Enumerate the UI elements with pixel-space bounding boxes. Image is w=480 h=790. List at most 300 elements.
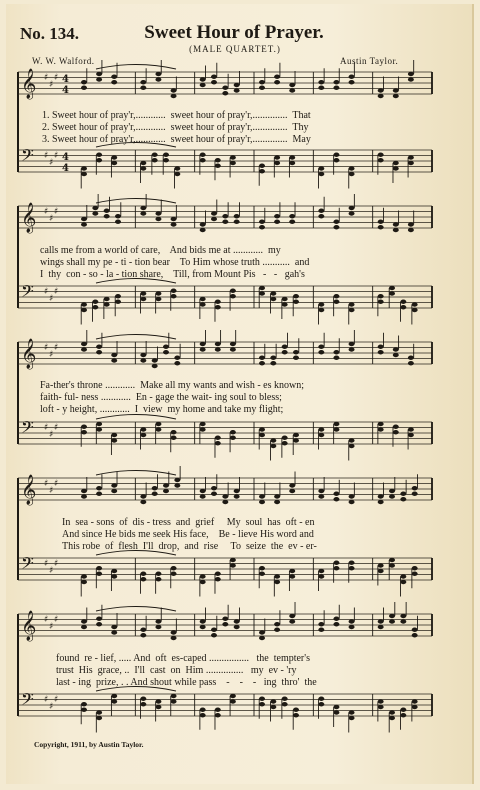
note-head [96, 710, 102, 714]
note-head [259, 220, 265, 224]
note-head [140, 697, 146, 701]
note-head [282, 302, 288, 306]
lyric-line: And since He bids me seek His face, Be - lieve His word and [62, 529, 314, 540]
note-head [115, 300, 121, 304]
note-head [270, 291, 276, 295]
note-head [171, 572, 177, 576]
sharp-sign: ♯ [44, 695, 49, 705]
note-head [400, 619, 406, 623]
note-head [378, 494, 384, 498]
sharp-sign: ♯ [44, 287, 49, 297]
sharp-sign: ♯ [54, 73, 59, 83]
note-head [333, 153, 339, 157]
note-head [140, 702, 146, 706]
note-head [215, 342, 221, 346]
note-head [92, 300, 98, 304]
sharp-sign: ♯ [44, 151, 49, 161]
note-head [211, 75, 217, 79]
note-head [274, 155, 280, 159]
note-head [259, 225, 265, 229]
lyric-line: I thy con - so - la - tion share, Till, from Mount Pis - - gah's [40, 269, 305, 280]
note-head [318, 214, 324, 218]
sharp-sign: ♯ [49, 294, 54, 304]
note-head [270, 705, 276, 709]
note-head [200, 427, 206, 431]
note-head [400, 305, 406, 309]
note-head [333, 566, 339, 570]
lyric-line: This robe of flesh I'll drop, and rise To seize the ev - er- [62, 541, 317, 552]
bass-clef: 𝄢 [21, 281, 34, 305]
note-head [412, 699, 418, 703]
bass-clef: 𝄢 [21, 145, 34, 169]
note-head [200, 83, 206, 87]
note-head [140, 353, 146, 357]
sharp-sign: ♯ [54, 479, 59, 489]
note-head [274, 574, 280, 578]
note-head [81, 166, 87, 170]
note-head [333, 427, 339, 431]
note-head [259, 697, 265, 701]
note-head [230, 342, 236, 346]
sharp-sign: ♯ [49, 80, 54, 90]
sharp-sign: ♯ [49, 158, 54, 168]
note-head [96, 622, 102, 626]
note-head [259, 427, 265, 431]
treble-clef: 𝄞 [21, 203, 37, 233]
note-head [349, 500, 355, 504]
note-head [349, 494, 355, 498]
note-head [408, 228, 414, 232]
note-head [111, 699, 117, 703]
note-head [282, 702, 288, 706]
note-head [289, 614, 295, 618]
note-head [96, 345, 102, 349]
note-head [211, 211, 217, 215]
note-head [412, 628, 418, 632]
note-head [104, 214, 110, 218]
note-head [349, 566, 355, 570]
note-head [234, 489, 240, 493]
note-head [289, 489, 295, 493]
note-head [92, 305, 98, 309]
note-head [96, 617, 102, 621]
note-head [81, 574, 87, 578]
note-head [115, 294, 121, 298]
note-head [215, 708, 221, 712]
note-head [378, 699, 384, 703]
note-head [378, 350, 384, 354]
note-head [378, 427, 384, 431]
note-head [230, 294, 236, 298]
note-head [259, 80, 265, 84]
note-head [282, 697, 288, 701]
note-head [378, 88, 384, 92]
note-head [318, 628, 324, 632]
note-head [171, 630, 177, 634]
note-head [200, 297, 206, 301]
note-head [318, 308, 324, 312]
note-head [104, 302, 110, 306]
note-head [274, 622, 280, 626]
note-head [333, 294, 339, 298]
note-head [140, 358, 146, 362]
note-head [318, 172, 324, 176]
note-head [152, 153, 158, 157]
note-head [289, 574, 295, 578]
note-head [200, 489, 206, 493]
hymn-title: Sweet Hour of Prayer. [144, 22, 324, 43]
note-head [111, 353, 117, 357]
note-head [111, 161, 117, 165]
note-head [333, 622, 339, 626]
note-head [81, 580, 87, 584]
note-head [81, 308, 87, 312]
sharp-sign: ♯ [49, 214, 54, 224]
lyric-line: 3. Sweet hour of pray'r,............ sweet hour of pray'r,.............. May [42, 134, 311, 145]
note-head [96, 716, 102, 720]
note-head [400, 492, 406, 496]
note-head [81, 302, 87, 306]
note-head [211, 486, 217, 490]
time-signature: 4 [62, 74, 69, 85]
sharp-sign: ♯ [49, 622, 54, 632]
note-head [140, 80, 146, 84]
copyright-notice: Copyright, 1911, by Austin Taylor. [34, 740, 144, 749]
note-head [289, 619, 295, 623]
note-head [400, 574, 406, 578]
note-head [349, 619, 355, 623]
note-head [111, 433, 117, 437]
note-head [171, 88, 177, 92]
note-head [408, 433, 414, 437]
note-head [155, 72, 161, 76]
note-head [333, 356, 339, 360]
note-head [222, 500, 228, 504]
note-head [378, 569, 384, 573]
note-head [81, 80, 87, 84]
note-head [408, 161, 414, 165]
note-head [333, 80, 339, 84]
note-head [163, 489, 169, 493]
note-head [230, 347, 236, 351]
treble-clef: 𝄞 [21, 611, 37, 641]
sharp-sign: ♯ [54, 207, 59, 217]
note-head [318, 350, 324, 354]
note-head [215, 347, 221, 351]
note-head [234, 88, 240, 92]
note-head [140, 633, 146, 637]
note-head [274, 628, 280, 632]
note-head [259, 636, 265, 640]
note-head [333, 220, 339, 224]
note-head [200, 713, 206, 717]
note-head [171, 694, 177, 698]
note-head [412, 486, 418, 490]
sharp-sign: ♯ [54, 151, 59, 161]
note-head [140, 161, 146, 165]
note-head [111, 694, 117, 698]
note-head [349, 342, 355, 346]
note-head [155, 619, 161, 623]
note-head [200, 228, 206, 232]
note-head [393, 88, 399, 92]
note-head [274, 75, 280, 79]
note-head [171, 636, 177, 640]
tie-slur [96, 607, 176, 612]
lyric-line: 2. Sweet hour of pray'r,............ sweet hour of pray'r,.............. Thy [42, 122, 309, 133]
composer-credit: Austin Taylor. [340, 56, 399, 66]
note-head [200, 158, 206, 162]
note-head [115, 214, 121, 218]
note-head [318, 302, 324, 306]
note-head [234, 494, 240, 498]
note-head [111, 483, 117, 487]
sharp-sign: ♯ [49, 350, 54, 360]
lyric-line: 1. Sweet hour of pray'r,............ sweet hour of pray'r,.............. That [42, 110, 311, 121]
note-head [96, 492, 102, 496]
note-head [293, 433, 299, 437]
note-head [318, 345, 324, 349]
note-head [349, 172, 355, 176]
note-head [96, 566, 102, 570]
note-head [349, 308, 355, 312]
note-head [155, 217, 161, 221]
note-head [215, 441, 221, 445]
note-head [222, 86, 228, 90]
note-head [163, 350, 169, 354]
note-head [171, 294, 177, 298]
note-head [293, 300, 299, 304]
note-head [140, 297, 146, 301]
note-head [171, 566, 177, 570]
sharp-sign: ♯ [49, 486, 54, 496]
note-head [163, 483, 169, 487]
note-head [270, 438, 276, 442]
bass-clef: 𝄢 [21, 689, 34, 713]
note-head [211, 628, 217, 632]
note-head [171, 222, 177, 226]
note-head [259, 356, 265, 360]
note-head [104, 209, 110, 213]
note-head [81, 425, 87, 429]
note-head [81, 702, 87, 706]
note-head [259, 86, 265, 90]
note-head [318, 433, 324, 437]
note-head [111, 75, 117, 79]
note-head [293, 294, 299, 298]
note-head [349, 80, 355, 84]
note-head [140, 433, 146, 437]
note-head [200, 342, 206, 346]
note-head [333, 492, 339, 496]
note-head [378, 422, 384, 426]
note-head [318, 622, 324, 626]
note-head [378, 300, 384, 304]
note-head [140, 494, 146, 498]
note-head [259, 572, 265, 576]
note-head [393, 94, 399, 98]
note-head [318, 574, 324, 578]
note-head [333, 705, 339, 709]
note-head [318, 209, 324, 213]
note-head [81, 217, 87, 221]
lyric-line: loft - y height, ............ I view my home and take my flight; [40, 404, 284, 415]
note-head [378, 563, 384, 567]
note-head [111, 155, 117, 159]
sharp-sign: ♯ [49, 702, 54, 712]
note-head [81, 222, 87, 226]
note-head [259, 433, 265, 437]
note-head [171, 94, 177, 98]
note-head [111, 574, 117, 578]
note-head [270, 444, 276, 448]
note-head [412, 633, 418, 637]
note-head [378, 153, 384, 157]
note-head [349, 561, 355, 565]
note-head [389, 563, 395, 567]
note-head [349, 302, 355, 306]
note-head [318, 427, 324, 431]
note-head [111, 80, 117, 84]
note-head [349, 716, 355, 720]
note-head [259, 291, 265, 295]
note-head [96, 486, 102, 490]
note-head [174, 483, 180, 487]
note-head [200, 625, 206, 629]
note-head [378, 625, 384, 629]
note-head [96, 572, 102, 576]
note-head [378, 619, 384, 623]
lyric-line: wings shall my pe - ti - tion bear To Him whose truth ........... and [40, 257, 310, 268]
note-head [174, 361, 180, 365]
hymn-subtitle: (MALE QUARTET.) [189, 44, 281, 54]
note-head [140, 577, 146, 581]
note-head [274, 220, 280, 224]
note-head [270, 297, 276, 301]
note-head [389, 710, 395, 714]
tie-slur [96, 199, 176, 204]
note-head [155, 297, 161, 301]
note-head [293, 708, 299, 712]
note-head [81, 430, 87, 434]
note-head [104, 297, 110, 301]
note-head [230, 155, 236, 159]
note-head [163, 153, 169, 157]
sharp-sign: ♯ [54, 559, 59, 569]
lyric-line: Fa-ther's throne ............ Make all my wants and wish - es known; [40, 380, 304, 391]
note-head [155, 625, 161, 629]
note-head [230, 563, 236, 567]
note-head [400, 614, 406, 618]
note-head [333, 158, 339, 162]
note-head [215, 158, 221, 162]
note-head [349, 438, 355, 442]
time-signature: 4 [62, 152, 69, 163]
note-head [200, 574, 206, 578]
note-head [171, 430, 177, 434]
note-head [140, 166, 146, 170]
note-head [389, 619, 395, 623]
note-head [96, 158, 102, 162]
note-head [389, 489, 395, 493]
note-head [215, 436, 221, 440]
note-head [230, 694, 236, 698]
note-head [222, 622, 228, 626]
note-head [333, 561, 339, 565]
note-head [163, 345, 169, 349]
note-head [289, 220, 295, 224]
note-head [155, 291, 161, 295]
note-head [270, 356, 276, 360]
note-head [155, 577, 161, 581]
note-head [318, 80, 324, 84]
sharp-sign: ♯ [44, 615, 49, 625]
lyric-line: trust His grace, .. I'll cast on Him ............... my ev - 'ry [56, 665, 297, 676]
note-head [389, 558, 395, 562]
note-head [389, 494, 395, 498]
note-head [412, 705, 418, 709]
note-head [174, 172, 180, 176]
note-head [259, 630, 265, 634]
note-head [140, 211, 146, 215]
note-head [174, 166, 180, 170]
note-head [289, 88, 295, 92]
sharp-sign: ♯ [49, 566, 54, 576]
note-head [318, 86, 324, 90]
note-head [155, 422, 161, 426]
note-head [289, 214, 295, 218]
note-head [234, 220, 240, 224]
note-head [152, 364, 158, 368]
note-head [230, 558, 236, 562]
note-head [215, 305, 221, 309]
note-head [140, 500, 146, 504]
note-head [200, 153, 206, 157]
note-head [378, 158, 384, 162]
note-head [393, 228, 399, 232]
tie-slur [96, 471, 176, 476]
note-head [378, 345, 384, 349]
note-head [111, 358, 117, 362]
note-head [378, 225, 384, 229]
note-head [200, 619, 206, 623]
note-head [318, 702, 324, 706]
note-head [222, 91, 228, 95]
note-head [378, 94, 384, 98]
sharp-sign: ♯ [54, 695, 59, 705]
note-head [155, 211, 161, 215]
note-head [400, 713, 406, 717]
note-head [282, 436, 288, 440]
note-head [234, 619, 240, 623]
note-head [274, 214, 280, 218]
note-head [259, 500, 265, 504]
note-head [408, 77, 414, 81]
note-head [389, 291, 395, 295]
note-head [289, 83, 295, 87]
note-head [152, 358, 158, 362]
note-head [96, 427, 102, 431]
note-head [412, 302, 418, 306]
note-head [274, 80, 280, 84]
note-head [318, 569, 324, 573]
note-head [140, 86, 146, 90]
note-head [349, 211, 355, 215]
note-head [230, 289, 236, 293]
note-head [211, 633, 217, 637]
note-head [349, 166, 355, 170]
note-head [200, 347, 206, 351]
